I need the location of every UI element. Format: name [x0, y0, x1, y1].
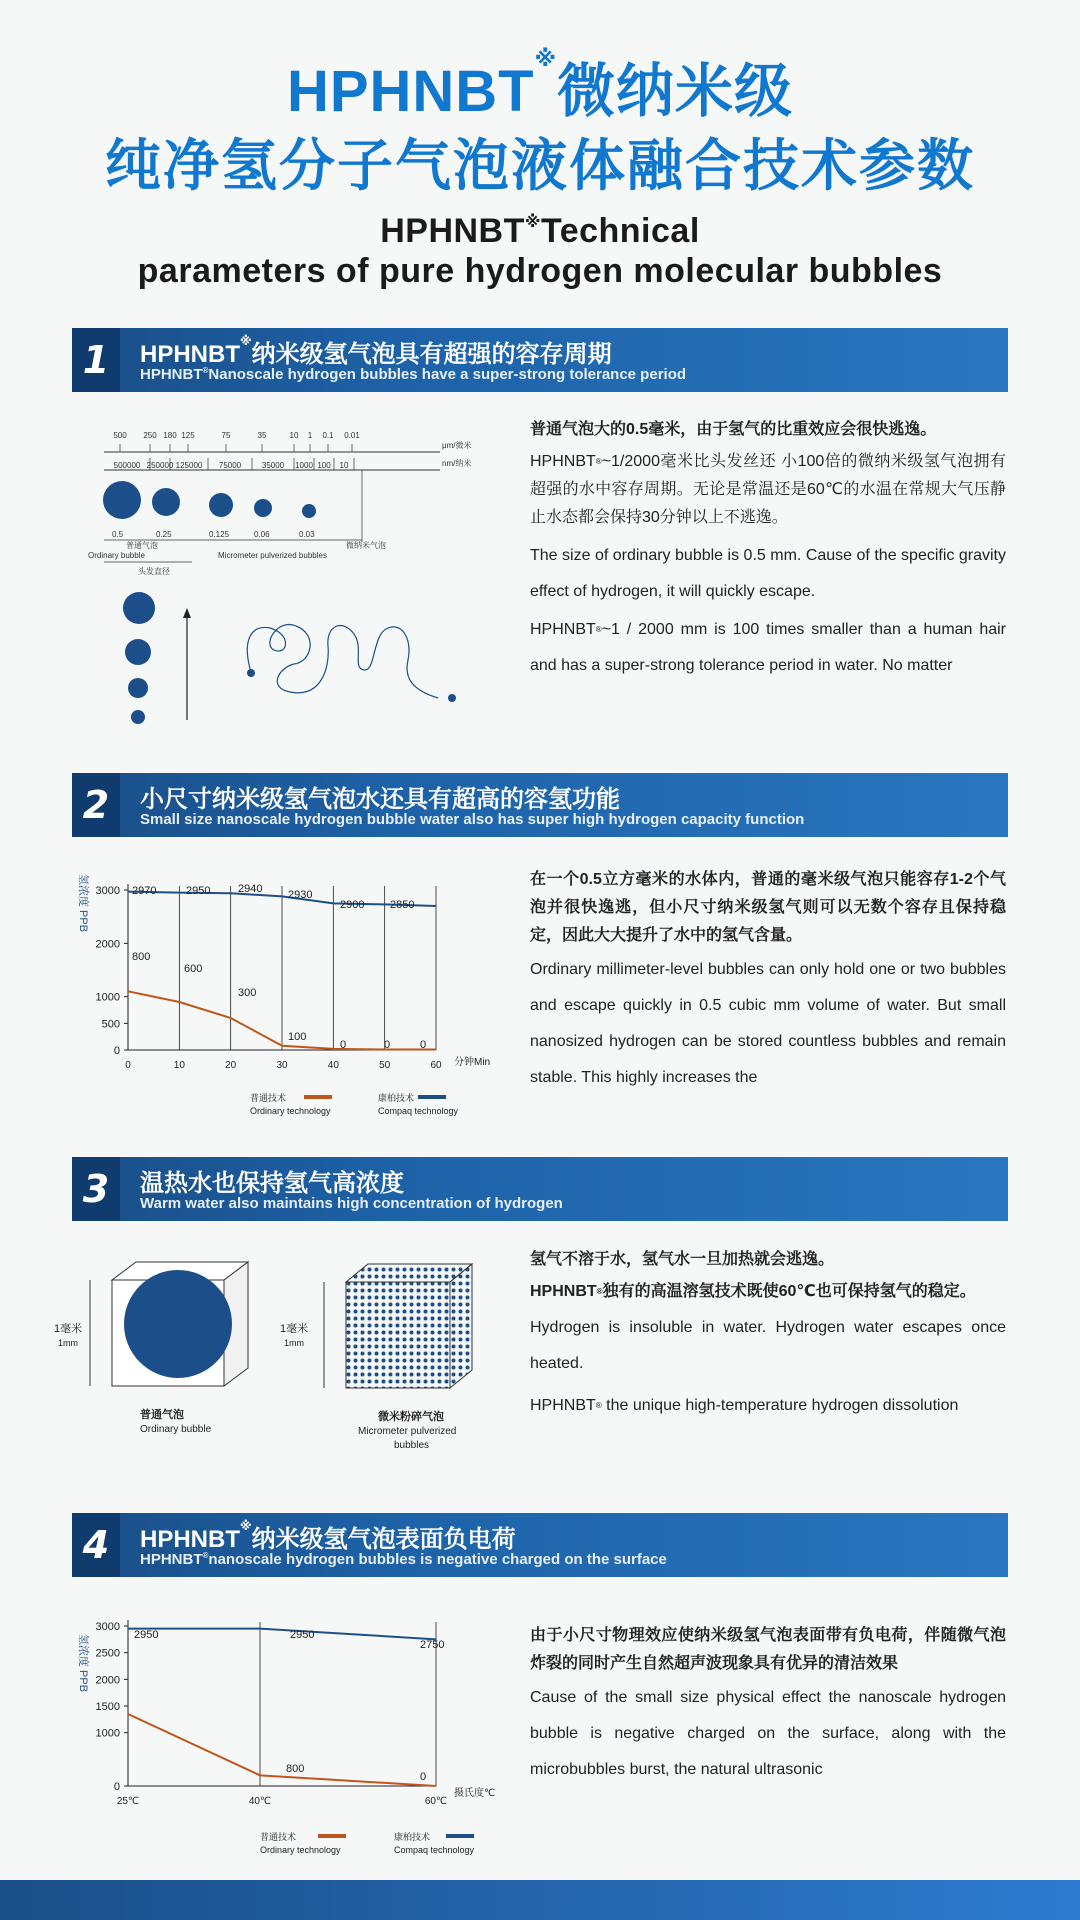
bubble-size-diagram: [82, 412, 522, 732]
section-1-en-para-1: The size of ordinary bubble is 0.5 mm. Cause of the specific gravity effect of hydrogen, it will quickly escape.: [530, 547, 1006, 600]
bubble-003: [302, 504, 316, 518]
section-title-en: Warm water also maintains high concentration of hydrogen: [140, 1195, 563, 1212]
section-1-cn-para-2: [530, 448, 1006, 532]
y-tick-label: 1000: [95, 1727, 120, 1740]
data-label: 0: [420, 1771, 427, 1783]
x-tick-label: 30: [276, 1060, 288, 1071]
data-label: 2850: [390, 899, 415, 911]
section-mark: ※: [240, 1519, 252, 1533]
left-side-cn: 1毫米: [54, 1323, 83, 1335]
data-label: 800: [286, 1763, 305, 1775]
section-title-cn: 小尺寸纳米级氢气泡水还具有超高的容氢功能: [140, 786, 620, 813]
legend-ordinary-swatch: [304, 1095, 332, 1099]
section-brand-en: HPHNBT: [140, 1551, 203, 1568]
data-label: 2940: [238, 883, 263, 895]
y-tick-label: 0: [113, 1781, 120, 1793]
y-tick-label: 0: [113, 1045, 120, 1057]
section-3-header: [72, 1157, 1008, 1221]
section-title-en: [140, 366, 686, 383]
section-4-header: [72, 1513, 1008, 1577]
data-label: 0: [420, 1039, 427, 1051]
top-tick-label: 1: [307, 431, 313, 440]
title-cn-tail: 微纳米级: [557, 59, 794, 124]
series-line-ordinary: [128, 1714, 436, 1786]
section-brand: HPHNBT: [140, 341, 240, 368]
rising-bubble-1: [123, 592, 155, 624]
section-2-text: [530, 866, 1006, 1096]
section-number: 1: [72, 328, 120, 392]
section-title-cn: [140, 1519, 516, 1554]
section-1-cn-para-2-text: ~1/2000毫米比头发丝还 小100倍的微纳米级氢气泡拥有超强的水中容存周期。无论是常温还是60℃的水温在常规大气压静止水态都会保持30分钟以上不逃逸。: [530, 453, 1006, 526]
legend-ordinary-cn: 普通技术: [260, 1832, 297, 1842]
bottom-tick-label: 10: [339, 461, 349, 470]
bottom-tick-label: 75000: [218, 461, 242, 470]
registered-mark: ®: [202, 1551, 209, 1560]
section-title-en-text: nanoscale hydrogen bubbles is negative charged on the surface: [208, 1551, 667, 1568]
brand-inline: HPHNBT: [530, 453, 596, 470]
section-1-text: [530, 416, 1006, 684]
top-tick-label: 500: [113, 431, 127, 440]
brand-inline: HPHNBT: [530, 1397, 596, 1414]
registered-mark: ®: [596, 1287, 603, 1296]
y-tick-label: 3000: [95, 885, 120, 897]
y-axis-label: 氢浓度 PPB: [77, 874, 89, 933]
data-label: 2930: [288, 889, 313, 901]
bottom-ticks: [114, 458, 354, 470]
section-number: 4: [72, 1513, 120, 1577]
data-label: 2970: [132, 885, 157, 897]
ordinary-label-cn: 普通气泡: [126, 541, 158, 550]
brand-inline: HPHNBT: [530, 1283, 597, 1300]
data-label: 100: [288, 1031, 307, 1043]
section-brand-en: HPHNBT: [140, 366, 203, 383]
registered-mark: ®: [202, 366, 209, 375]
chart-2-plot: [96, 883, 442, 1071]
data-label: 800: [132, 951, 151, 963]
section-4-en-para: Cause of the small size physical effect the nanoscale hydrogen bubble is negative charged on the surface, along with the microbubbles burst, the natural ultrasonic: [530, 1689, 1006, 1778]
nano-bubble-start: [247, 669, 255, 677]
data-label: 2750: [420, 1639, 445, 1651]
section-3-cn-para-1: 氢气不溶于水，氢气水一旦加热就会逃逸。: [530, 1251, 835, 1268]
rising-bubble-2: [125, 639, 151, 665]
section-title-cn-text: 纳米级氢气泡表面负电荷: [251, 1526, 516, 1553]
section-title-cn-text: 纳米级氢气泡具有超强的容存周期: [251, 341, 612, 368]
bubble-0125: [209, 493, 233, 517]
top-tick-label: 0.01: [344, 431, 360, 440]
y-tick-label: 1000: [95, 991, 120, 1004]
data-label: 2900: [340, 899, 365, 911]
section-1-en-para-2-text: ~1 / 2000 mm is 100 times smaller than a human hair and has a super-strong tolerance period in water. No matter: [530, 621, 1006, 674]
bubble-cube-diagram: [44, 1252, 524, 1462]
chart-4-plot: [96, 1620, 448, 1807]
section-3-text: [530, 1246, 1006, 1424]
bubble-size-label: 0.125: [209, 530, 230, 539]
data-label: 0: [384, 1039, 391, 1051]
legend-compaq-swatch: [446, 1834, 474, 1838]
top-tick-label: 35: [257, 431, 267, 440]
main-title-line2: 纯净氢分子气泡液体融合技术参数: [105, 134, 975, 197]
bubble-size-label: 0.06: [254, 530, 270, 539]
section-2-header: [72, 773, 1008, 837]
section-1-cn-para-1: 普通气泡大的0.5毫米，由于氢气的比重效应会很快逃逸。: [530, 421, 937, 438]
right-side-cn: 1毫米: [280, 1323, 309, 1335]
y-tick-label: 2000: [95, 1674, 120, 1687]
bubble-006: [254, 499, 272, 517]
bottom-tick-label: 35000: [261, 461, 285, 470]
nano-bubble-path: [247, 624, 438, 698]
left-caption-en: Ordinary bubble: [140, 1424, 212, 1435]
section-number: 2: [72, 773, 120, 837]
section-1-en-para-2: [530, 612, 1006, 684]
x-tick-label: 60℃: [424, 1796, 448, 1807]
x-tick-label: 50: [379, 1060, 391, 1071]
top-tick-label: 0.1: [322, 431, 334, 440]
top-tick-label: 180: [163, 431, 177, 440]
legend-ordinary-en: Ordinary technology: [250, 1106, 331, 1116]
bubble-025: [152, 488, 180, 516]
y-tick-label: 500: [101, 1018, 120, 1031]
y-tick-label: 1500: [95, 1701, 120, 1713]
rising-bubble-3: [128, 678, 148, 698]
section-3-en-para-2-text: the unique high-temperature hydrogen dissolution: [606, 1397, 959, 1414]
left-caption-cn: 普通气泡: [140, 1409, 184, 1421]
section-3-cn-para-2: [530, 1274, 1006, 1310]
y-tick-label: 3000: [95, 1621, 120, 1633]
registered-mark: ®: [595, 1401, 602, 1410]
hydrogen-time-chart: [64, 868, 504, 1132]
english-title-brand: HPHNBT: [380, 212, 525, 250]
data-label: 0: [340, 1039, 347, 1051]
section-title-en: [140, 1551, 667, 1568]
section-4-text: [530, 1622, 1006, 1788]
bubble-05: [103, 481, 141, 519]
section-mark: ※: [240, 334, 252, 348]
legend-compaq-cn: 康柏技术: [394, 1832, 431, 1842]
bubble-size-label: 0.03: [299, 530, 315, 539]
section-title-en: Small size nanoscale hydrogen bubble water also has super high hydrogen capacity function: [140, 811, 805, 828]
main-title: [0, 44, 1080, 128]
english-title: [0, 212, 1080, 251]
legend-ordinary-en: Ordinary technology: [260, 1845, 341, 1855]
legend-ordinary-cn: 普通技术: [250, 1093, 287, 1103]
bottom-tick-label: 250000: [146, 461, 174, 470]
bottom-tick-label: 100: [317, 461, 331, 470]
footer-bar: [0, 1880, 1080, 1920]
legend-compaq-cn: 康柏技术: [378, 1093, 415, 1103]
top-unit-label: μm/微米: [442, 441, 472, 450]
hair-label: 头发直径: [138, 567, 170, 576]
bottom-tick-label: 500000: [113, 461, 141, 470]
ordinary-bubble-cube: [112, 1262, 248, 1386]
right-caption-cn: 微米粉碎气泡: [378, 1411, 444, 1423]
x-tick-label: 20: [225, 1060, 237, 1071]
x-tick-label: 0: [125, 1060, 131, 1071]
data-label: 300: [238, 987, 257, 999]
section-brand: HPHNBT: [140, 1526, 240, 1553]
section-number: 3: [72, 1157, 120, 1221]
x-axis-unit: 分钟Min: [454, 1057, 491, 1068]
micro-label-cn: 微纳米气泡: [346, 541, 386, 550]
legend-compaq-en: Compaq technology: [378, 1106, 459, 1116]
data-label: 2950: [290, 1629, 315, 1641]
x-tick-label: 25℃: [116, 1796, 140, 1807]
registered-mark: ®: [595, 457, 602, 466]
left-side-en: 1mm: [58, 1338, 78, 1348]
top-tick-label: 250: [143, 431, 157, 440]
top-ticks: [113, 431, 360, 452]
micro-bubble-cube: [346, 1264, 472, 1388]
english-title-mark: ※: [524, 214, 541, 231]
legend-compaq-en: Compaq technology: [394, 1845, 475, 1855]
bottom-unit-label: nm/纳米: [442, 459, 472, 468]
y-tick-label: 2000: [95, 938, 120, 951]
section-2-en-para: Ordinary millimeter-level bubbles can only hold one or two bubbles and escape quickly in 0.5 cubic mm volume of water. But small nanosized hydrogen can be stored countless bubbles and remain stable. This highly increases the: [530, 961, 1006, 1086]
bubble-size-label: 0.25: [156, 530, 172, 539]
nano-bubble-end: [448, 694, 456, 702]
trademark-mark: ※: [534, 46, 558, 71]
right-side-en: 1mm: [284, 1338, 304, 1348]
x-tick-label: 40℃: [248, 1796, 272, 1807]
ordinary-label-en: Ordinary bubble: [88, 551, 145, 560]
hydrogen-temperature-chart: [64, 1604, 504, 1868]
section-3-en-para-2: [530, 1388, 1006, 1424]
section-3-en-para-1: Hydrogen is insoluble in water. Hydrogen water escapes once heated.: [530, 1319, 1006, 1372]
section-1-header: [72, 328, 1008, 392]
series-line-compaq: [128, 1629, 436, 1640]
data-label: 600: [184, 963, 203, 975]
section-3-cn-para-2-text: 独有的高温溶氢技术既使60℃也可保持氢气的稳定。: [602, 1283, 976, 1300]
section-2-cn-para: 在一个0.5立方毫米的水体内，普通的毫米级气泡只能容存1-2个气泡并很快逸逃，但小尺寸纳米级氢气则可以无数个容存且保持稳定，因此大大提升了水中的氢气含量。: [530, 871, 1006, 944]
legend-ordinary-swatch: [318, 1834, 346, 1838]
y-axis-label: 氢浓度 PPB: [77, 1634, 89, 1693]
data-label: 2950: [134, 1629, 159, 1641]
section-title-cn: [140, 334, 612, 369]
bubble-size-label: 0.5: [112, 530, 124, 539]
data-label: 2950: [186, 885, 211, 897]
rise-arrow-head: [183, 608, 191, 618]
section-title-en-text: Nanoscale hydrogen bubbles have a super-strong tolerance period: [208, 366, 687, 383]
y-tick-label: 2500: [95, 1647, 120, 1660]
brand-inline: HPHNBT: [530, 621, 596, 638]
rising-bubble-4: [131, 710, 145, 724]
top-tick-label: 75: [221, 431, 231, 440]
bottom-tick-label: 125000: [175, 461, 203, 470]
x-tick-label: 10: [173, 1060, 185, 1071]
right-caption-en-1: Micrometer pulverized: [358, 1426, 457, 1437]
english-title-line2: parameters of pure hydrogen molecular bubbles: [137, 252, 943, 290]
x-axis-unit: 摄氏度℃: [454, 1788, 496, 1799]
micro-label-en: Micrometer pulverized bubbles: [218, 551, 327, 560]
x-tick-label: 60: [430, 1060, 442, 1071]
right-caption-en-2: bubbles: [394, 1440, 430, 1451]
x-tick-label: 40: [327, 1060, 339, 1071]
section-title-cn: 温热水也保持氢气高浓度: [140, 1170, 404, 1197]
section-4-cn-para: 由于小尺寸物理效应使纳米级氢气泡表面带有负电荷，伴随微气泡炸裂的同时产生自然超声波现象具有优异的清洁效果: [530, 1627, 1006, 1672]
brand-name: HPHNBT: [286, 59, 535, 124]
legend-compaq-swatch: [418, 1095, 446, 1099]
english-title-tail: Technical: [540, 212, 700, 250]
top-tick-label: 10: [289, 431, 299, 440]
top-tick-label: 125: [181, 431, 195, 440]
registered-mark: ®: [595, 625, 602, 634]
bottom-tick-label: 1000: [295, 461, 313, 470]
